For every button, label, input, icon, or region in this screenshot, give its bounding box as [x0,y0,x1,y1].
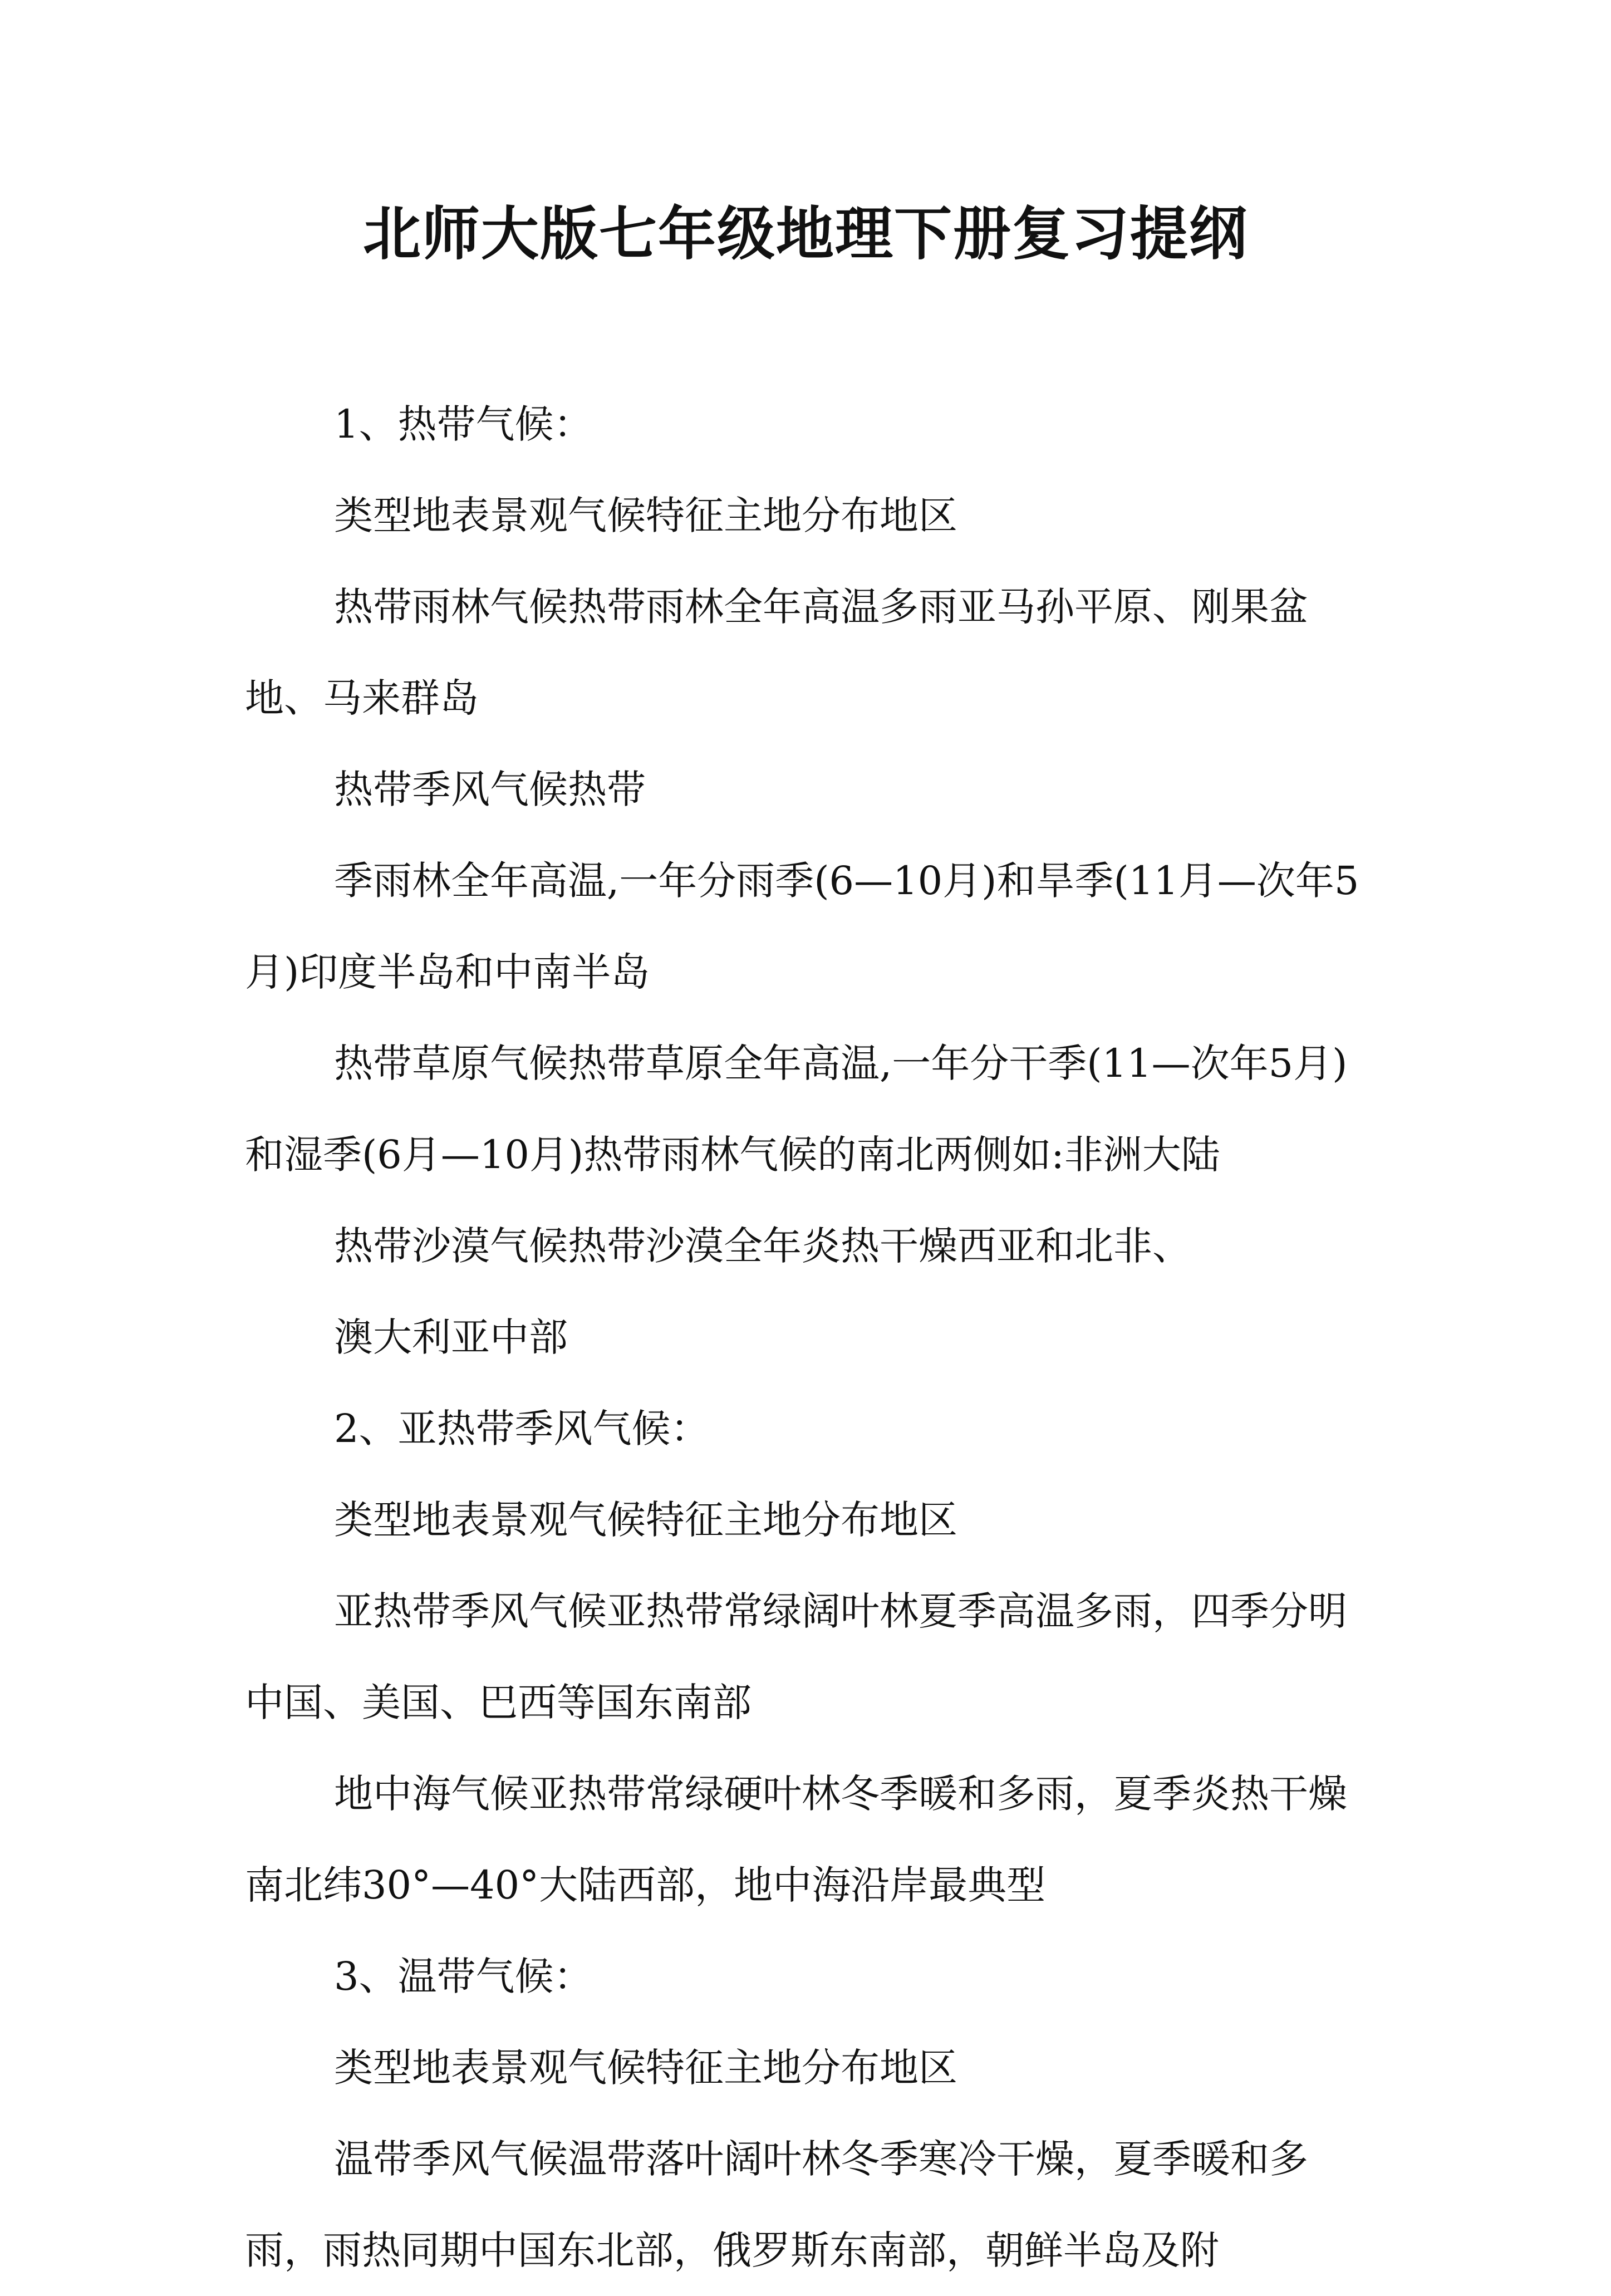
paragraph: 热带草原气候热带草原全年高温,一年分干季(11—次年5月)和湿季(6月—10月)热带雨林气候的南北两侧如:非洲大陆 [245,1041,1348,1178]
paragraph: 类型地表景观气候特征主地分布地区 [334,2045,957,2091]
paragraph: 3、温带气候： [334,1954,593,1999]
paragraph: 类型地表景观气候特征主地分布地区 [334,493,957,538]
paragraph: 澳大利亚中部 [334,1314,568,1360]
paragraph: 热带沙漠气候热带沙漠全年炎热干燥西亚和北非、 [334,1223,1191,1269]
paragraph: 热带季风气候热带 [334,767,646,812]
paragraph: 季雨林全年高温,一年分雨季(6—10月)和旱季(11月—次年5月)印度半岛和中南半岛 [245,858,1359,995]
paragraph: 2、亚热带季风气候： [334,1406,710,1451]
document-body [245,379,1375,2296]
document-title: 北师大版七年级地理下册复习提纲 [362,200,1248,268]
paragraph: 温带季风气候温带落叶阔叶林冬季寒冷干燥，夏季暖和多雨，雨热同期中国东北部，俄罗斯东南部，朝鲜半岛及附 [245,2136,1308,2273]
paragraph: 1、热带气候： [334,401,593,447]
paragraph: 亚热带季风气候亚热带常绿阔叶林夏季高温多雨，四季分明中国、美国、巴西等国东南部 [245,1588,1347,1725]
paragraph: 热带雨林气候热带雨林全年高温多雨亚马孙平原、刚果盆地、马来群岛 [245,584,1308,721]
paragraph: 类型地表景观气候特征主地分布地区 [334,1497,957,1543]
paragraph: 地中海气候亚热带常绿硬叶林冬季暖和多雨，夏季炎热干燥南北纬30°—40°大陆西部，地中海沿岸最典型 [245,1771,1347,1908]
